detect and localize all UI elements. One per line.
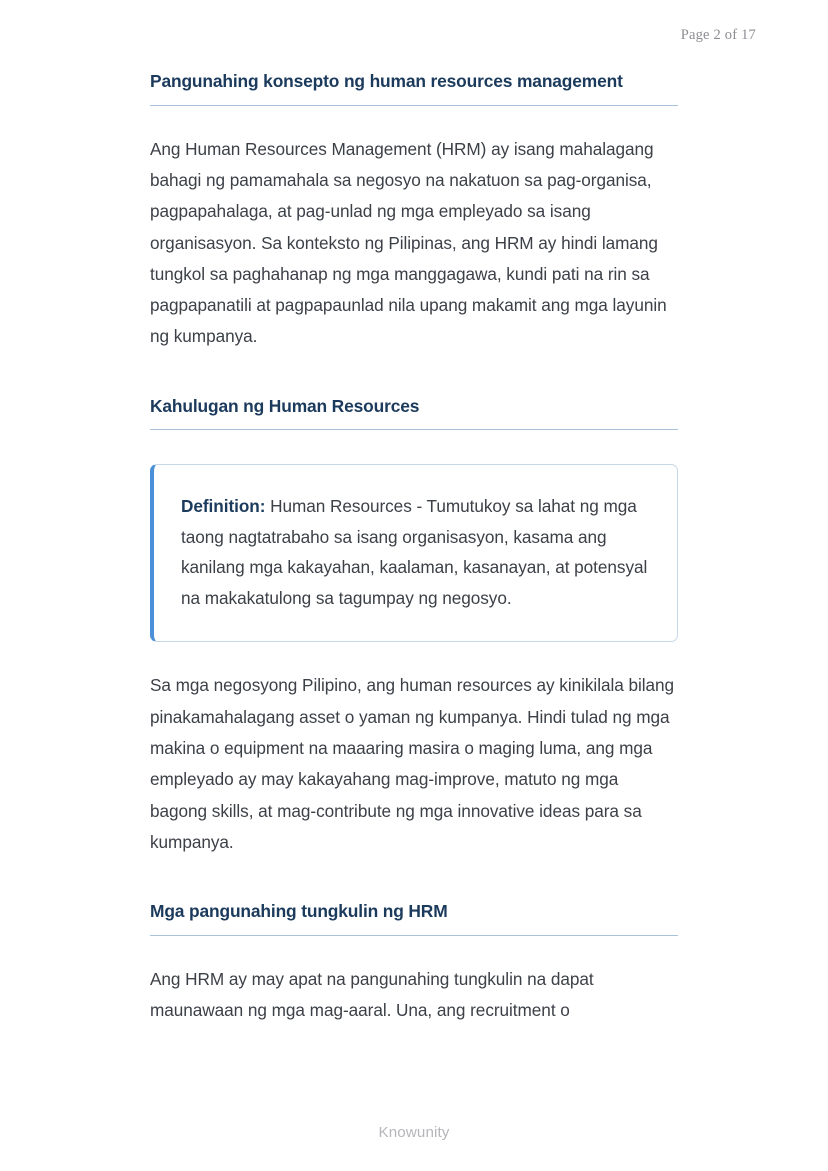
section-definition <box>150 395 678 431</box>
paragraph-concept-intro: Ang Human Resources Management (HRM) ay isang mahalagang bahagi ng pamamahala sa negosyo na nakatuon sa pag-organisa, pagpapahalaga, at pag-unlad ng mga empleyado sa isang organisasyon. Sa konteksto ng Pilipinas, ang HRM ay hindi lamang tungkol sa paghahanap ng mga manggagawa, kundi pati na rin sa pagpapanatili at pagpapaunlad nila upang makamit ang mga layunin ng kumpanya. <box>150 138 667 347</box>
section-concept <box>150 70 678 106</box>
definition-callout-text <box>181 491 651 613</box>
section-heading-definition: Kahulugan ng Human Resources <box>150 395 678 431</box>
footer-brand-watermark: Knowunity <box>378 1124 450 1141</box>
paragraph-functions-intro: Ang HRM ay may apat na pangunahing tungkulin na dapat maunawaan ng mga mag-aaral. Una, ang recruitment o <box>150 968 594 1021</box>
document-content <box>150 70 678 1026</box>
definition-callout <box>150 464 678 642</box>
section-functions <box>150 900 678 936</box>
page-number-indicator: Page 2 of 17 <box>680 27 756 43</box>
section-heading-concept: Pangunahing konsepto ng human resources management <box>150 70 678 106</box>
paragraph-definition-body: Sa mga negosyong Pilipino, ang human resources ay kinikilala bilang pinakamahalagang asset o yaman ng kumpanya. Hindi tulad ng mga makina o equipment na maaaring masira o maging luma, ang mga empleyado ay may kakayahang mag-improve, matuto ng mga bagong skills, at mag-contribute ng mga innovative ideas para sa kumpanya. <box>150 675 675 852</box>
definition-label: Definition: <box>181 496 266 517</box>
definition-body: Human Resources - Tumutukoy sa lahat ng mga taong nagtatrabaho sa isang organisasyon, kasama ang kanilang mga kakayahan, kaalaman, kasanayan, at potensyal na makakatulong sa tagumpay ng negosyo. <box>181 496 648 608</box>
section-heading-functions: Mga pangunahing tungkulin ng HRM <box>150 900 678 936</box>
